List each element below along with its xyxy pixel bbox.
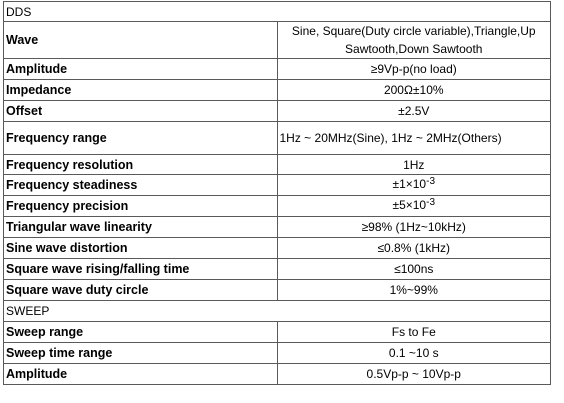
row-label-amplitude: Amplitude: [4, 59, 278, 80]
table-row-sweep-amplitude: [4, 364, 551, 385]
table-row-amplitude: [4, 59, 551, 80]
table-row-frequency-resolution: [4, 155, 551, 175]
row-value-triangular-wave-linearity: ≥98% (1Hz~10kHz): [277, 217, 551, 238]
frequency-precision-mantissa: ±5×10: [392, 198, 427, 212]
table-row-sine-wave-distortion: [4, 238, 551, 259]
frequency-precision-exponent: -3: [426, 197, 436, 208]
table-row-offset: [4, 101, 551, 122]
row-value-sine-wave-distortion: ≤0.8% (1kHz): [277, 238, 551, 259]
section-title-dds: DDS: [4, 2, 551, 22]
section-title-sweep: SWEEP: [4, 301, 551, 322]
table-row-square-wave-duty: [4, 280, 551, 301]
row-label-square-wave-duty: Square wave duty circle: [4, 280, 278, 301]
row-label-triangular-wave-linearity: Triangular wave linearity: [4, 217, 278, 238]
table-row-triangular-wave-linearity: [4, 217, 551, 238]
table-row-frequency-range: [4, 122, 551, 155]
row-label-sweep-amplitude: Amplitude: [4, 364, 278, 385]
row-value-offset: ±2.5V: [277, 101, 551, 122]
row-value-frequency-resolution: 1Hz: [277, 155, 551, 175]
row-label-offset: Offset: [4, 101, 278, 122]
row-label-frequency-range: Frequency range: [4, 122, 278, 155]
spec-table: [3, 1, 551, 385]
table-row-frequency-steadiness: [4, 175, 551, 196]
row-label-wave: Wave: [4, 22, 278, 59]
row-value-wave: [277, 22, 551, 59]
row-value-frequency-range: 1Hz ~ 20MHz(Sine), 1Hz ~ 2MHz(Others): [277, 122, 551, 155]
row-value-sweep-amplitude: 0.5Vp-p ~ 10Vp-p: [277, 364, 551, 385]
wave-value-line2: Sawtooth,Down Sawtooth: [345, 42, 483, 56]
row-label-sine-wave-distortion: Sine wave distortion: [4, 238, 278, 259]
row-label-square-wave-rise-fall: Square wave rising/falling time: [4, 259, 278, 280]
row-value-frequency-steadiness: [277, 175, 551, 196]
row-value-frequency-precision: [277, 196, 551, 217]
frequency-steadiness-exponent: -3: [426, 176, 436, 187]
row-value-impedance: 200Ω±10%: [277, 80, 551, 101]
frequency-steadiness-mantissa: ±1×10: [392, 177, 427, 191]
table-row-sweep-range: [4, 322, 551, 343]
table-row-sweep-time-range: [4, 343, 551, 364]
table-row-square-wave-rise-fall: [4, 259, 551, 280]
row-value-sweep-time-range: 0.1 ~10 s: [277, 343, 551, 364]
wave-value-line1: Sine, Square(Duty circle variable),Triangle,Up: [291, 24, 536, 38]
section-row-sweep: [4, 301, 551, 322]
row-label-impedance: Impedance: [4, 80, 278, 101]
row-label-sweep-range: Sweep range: [4, 322, 278, 343]
row-label-frequency-steadiness: Frequency steadiness: [4, 175, 278, 196]
table-row-impedance: [4, 80, 551, 101]
row-label-frequency-resolution: Frequency resolution: [4, 155, 278, 175]
row-value-square-wave-rise-fall: ≤100ns: [277, 259, 551, 280]
table-row-wave: [4, 22, 551, 59]
section-row-dds: [4, 2, 551, 22]
row-label-sweep-time-range: Sweep time range: [4, 343, 278, 364]
row-value-sweep-range: Fs to Fe: [277, 322, 551, 343]
row-label-frequency-precision: Frequency precision: [4, 196, 278, 217]
row-value-square-wave-duty: 1%~99%: [277, 280, 551, 301]
row-value-amplitude: ≥9Vp-p(no load): [277, 59, 551, 80]
table-row-frequency-precision: [4, 196, 551, 217]
